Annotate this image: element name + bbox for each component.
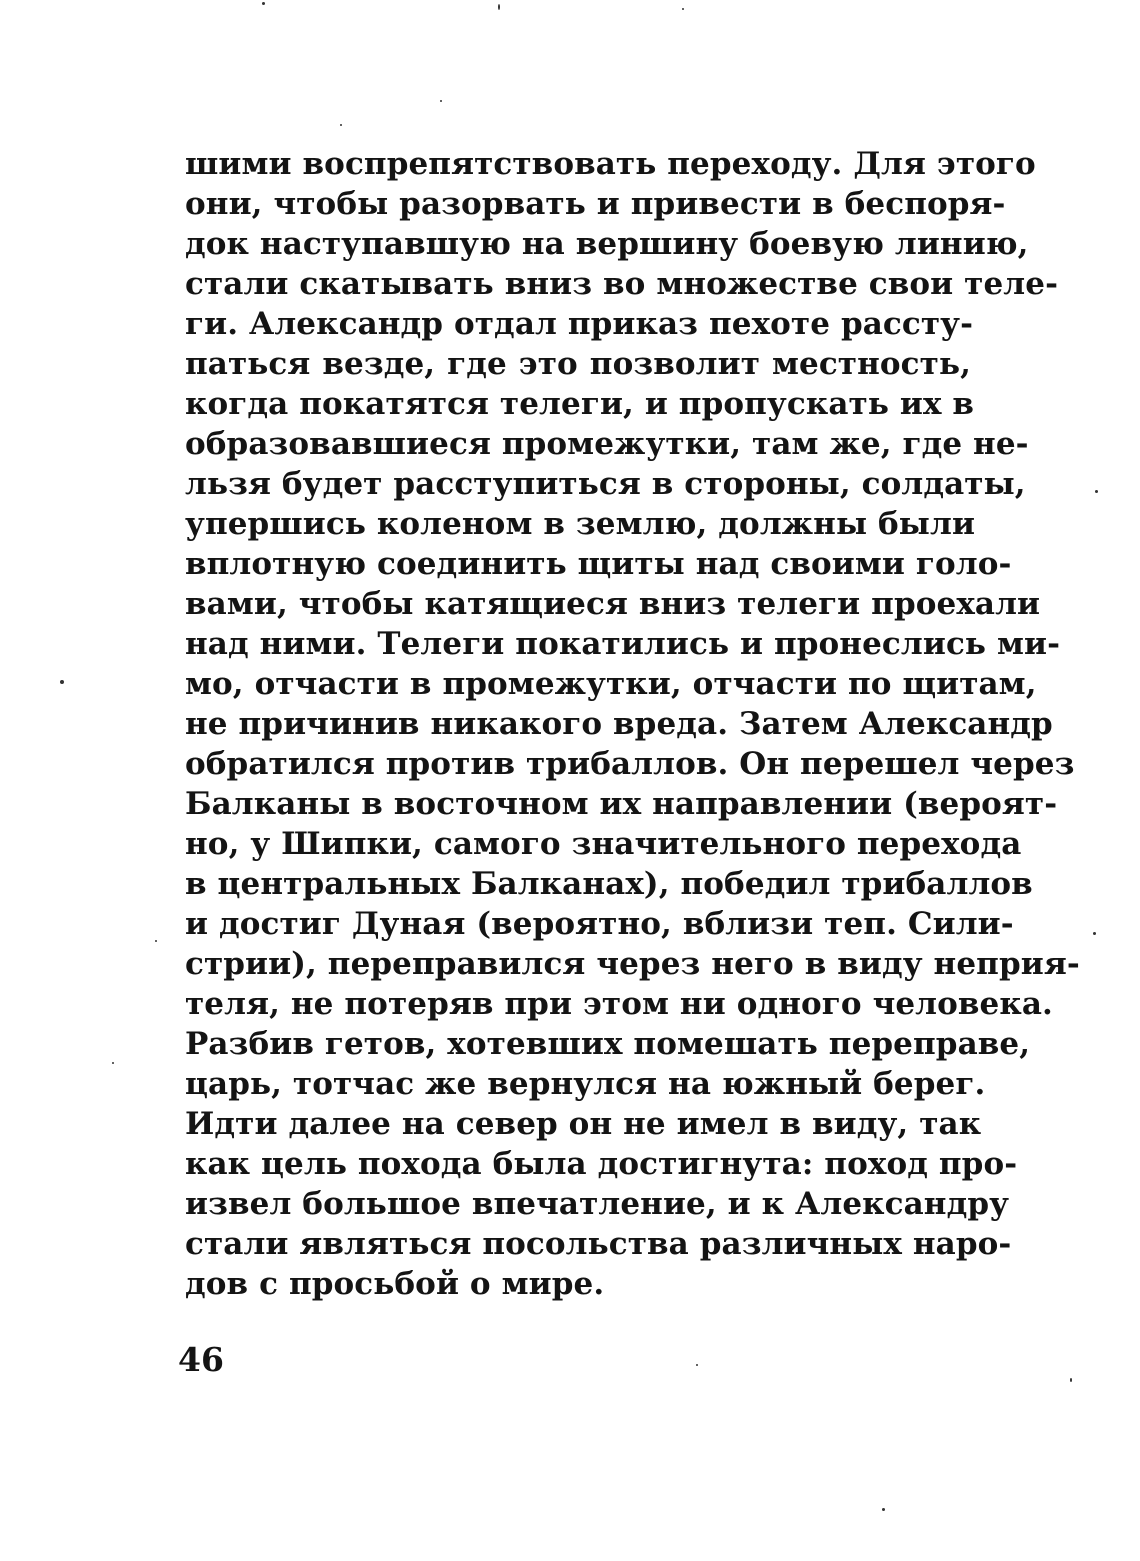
text-line-18: но, у Шипки, самого значительного перехода [185, 826, 1022, 862]
body-text [185, 144, 1080, 1304]
text-line-5: ги. Александр отдал приказ пехоте рассту- [185, 306, 974, 342]
scan-speck [1093, 932, 1096, 935]
text-line-13: над ними. Телеги покатились и пронеслись ми- [185, 626, 1061, 662]
text-line-26: как цель похода была достигнута: поход про- [185, 1146, 1018, 1182]
text-line-7: когда покатятся телеги, и пропускать их в [185, 386, 975, 422]
text-line-29: дов с просьбой о мире. [185, 1266, 605, 1302]
text-line-20: и достиг Дуная (вероятно, вблизи теп. Сили- [185, 906, 1014, 942]
scan-speck [882, 1508, 885, 1511]
text-line-28: стали являться посольства различных наро- [185, 1226, 1012, 1262]
text-line-27: извел большое впечатление, и к Александру [185, 1186, 1010, 1222]
text-line-9: льзя будет расступиться в стороны, солдаты, [185, 466, 1026, 502]
text-line-21: стрии), переправился через него в виду неприя- [185, 946, 1080, 982]
text-line-22: теля, не потеряв при этом ни одного человека. [185, 986, 1053, 1022]
text-line-3: док наступавшую на вершину боевую линию, [185, 226, 1029, 262]
scan-speck [498, 4, 500, 10]
text-line-19: в центральных Балканах), победил трибаллов [185, 866, 1033, 902]
scan-speck [682, 8, 684, 10]
scan-speck [1095, 490, 1098, 493]
text-line-11: вплотную соединить щиты над своими голо- [185, 546, 1012, 582]
text-line-4: стали скатывать вниз во множестве свои теле- [185, 266, 1059, 302]
text-line-10: упершись коленом в землю, должны были [185, 506, 976, 542]
text-line-23: Разбив гетов, хотевших помешать переправе, [185, 1026, 1031, 1062]
scan-speck [340, 124, 342, 126]
text-line-2: они, чтобы разорвать и привести в беспоря- [185, 186, 1006, 222]
page-number: 46 [178, 1340, 224, 1379]
text-line-14: мо, отчасти в промежутки, отчасти по щитам, [185, 666, 1037, 702]
scan-speck [440, 100, 442, 102]
scan-speck [60, 680, 64, 684]
text-line-1: шими воспрепятствовать переходу. Для этого [185, 146, 1036, 182]
scan-speck [696, 1364, 698, 1366]
scan-speck [1070, 1378, 1072, 1382]
text-line-15: не причинив никакого вреда. Затем Александр [185, 706, 1053, 742]
text-line-17: Балканы в восточном их направлении (вероят- [185, 786, 1058, 822]
scan-speck [155, 940, 157, 942]
text-line-24: царь, тотчас же вернулся на южный берег. [185, 1066, 986, 1102]
scan-speck [262, 2, 265, 5]
text-line-25: Идти далее на север он не имел в виду, так [185, 1106, 982, 1142]
text-line-12: вами, чтобы катящиеся вниз телеги проехали [185, 586, 1041, 622]
text-line-6: паться везде, где это позволит местность, [185, 346, 971, 382]
text-line-8: образовавшиеся промежутки, там же, где не- [185, 426, 1029, 462]
text-line-16: обратился против трибаллов. Он перешел через [185, 746, 1075, 782]
scan-speck [112, 1062, 114, 1064]
